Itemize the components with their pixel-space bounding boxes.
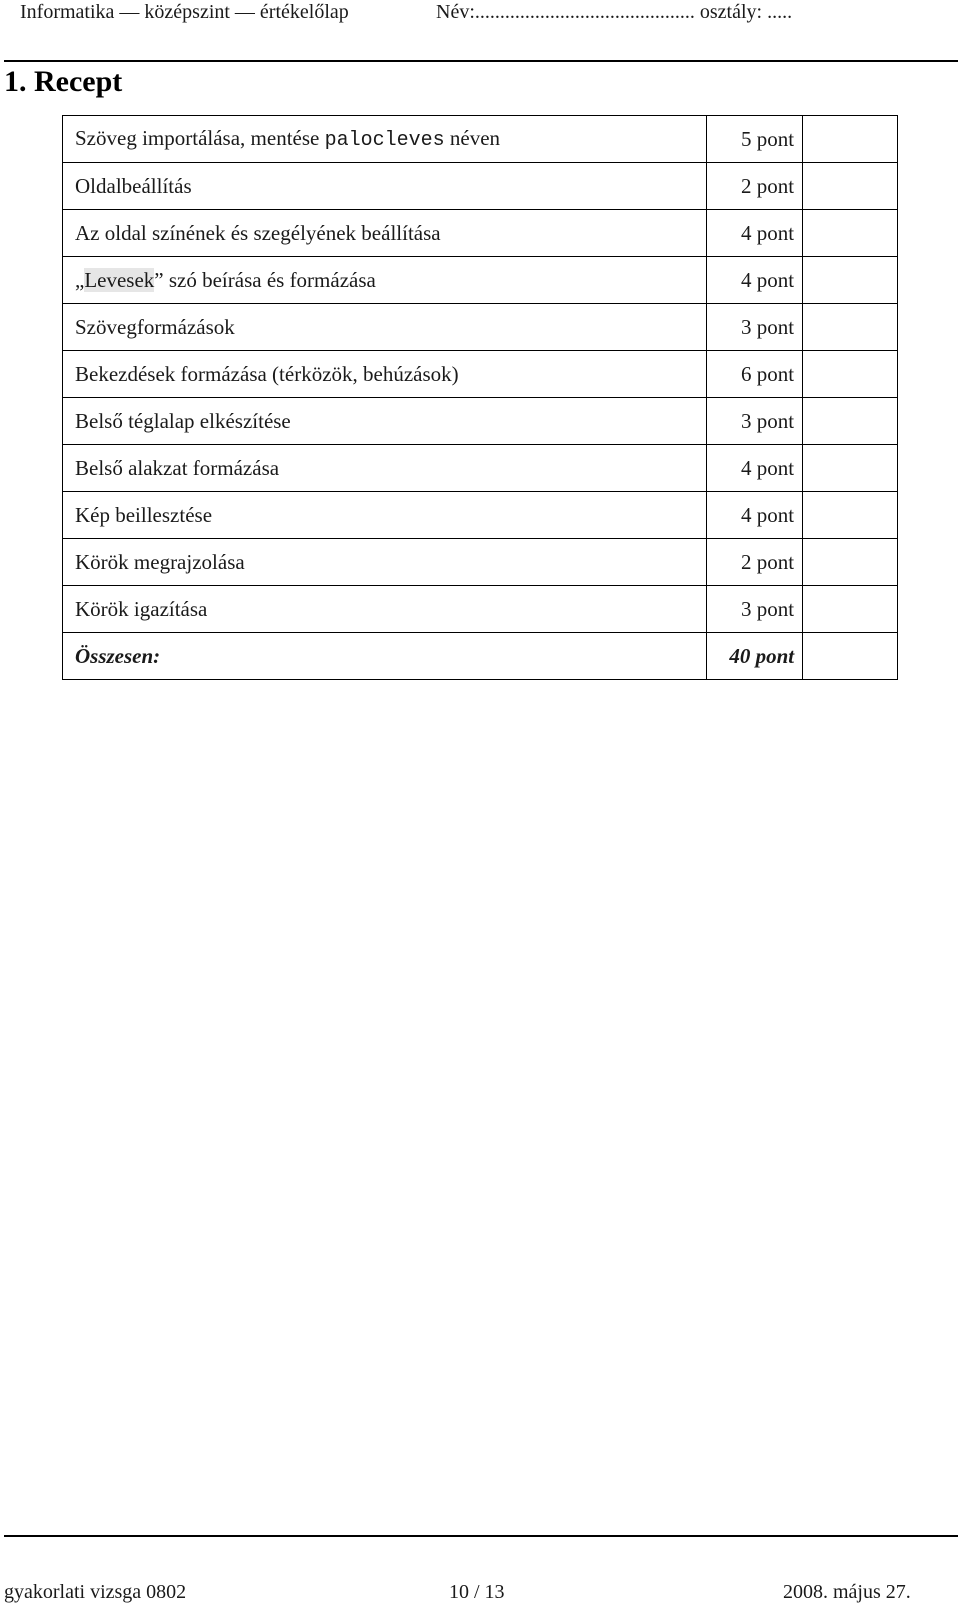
row-points: 2 pont (707, 539, 803, 586)
highlighted-word: Levesek (84, 267, 155, 292)
table-row (63, 539, 898, 586)
header-divider (4, 60, 958, 62)
row-description: Szövegformázások (63, 304, 707, 351)
row-description: Belső alakzat formázása (63, 445, 707, 492)
score-cell (803, 492, 898, 539)
footer-page-number: 10 / 13 (449, 1581, 505, 1603)
scoring-table (62, 115, 898, 680)
footer-divider (4, 1535, 958, 1537)
header-name-class-field: Név:............................................ osztály: ..... (436, 1, 793, 23)
score-cell (803, 586, 898, 633)
row-points: 3 pont (707, 304, 803, 351)
row-description: Kép beillesztése (63, 492, 707, 539)
row-description: „Levesek” szó beírása és formázása (63, 257, 707, 304)
table-row (63, 445, 898, 492)
page-header (0, 0, 960, 30)
row-points: 4 pont (707, 492, 803, 539)
score-cell (803, 116, 898, 163)
table-row (63, 257, 898, 304)
row-points: 5 pont (707, 116, 803, 163)
table-row (63, 351, 898, 398)
total-points: 40 pont (707, 633, 803, 680)
row-description: Az oldal színének és szegélyének beállítása (63, 210, 707, 257)
score-cell (803, 445, 898, 492)
score-cell (803, 351, 898, 398)
footer-date: 2008. május 27. (783, 1581, 911, 1603)
row-description: Bekezdések formázása (térközök, behúzások) (63, 351, 707, 398)
score-cell (803, 539, 898, 586)
table-row (63, 116, 898, 163)
table-row (63, 163, 898, 210)
row-points: 6 pont (707, 351, 803, 398)
row-points: 4 pont (707, 257, 803, 304)
total-label: Összesen: (63, 633, 707, 680)
table-row (63, 492, 898, 539)
row-description: Belső téglalap elkészítése (63, 398, 707, 445)
section-title: 1. Recept (4, 65, 123, 98)
row-points: 3 pont (707, 398, 803, 445)
row-description: Körök igazítása (63, 586, 707, 633)
table-row (63, 586, 898, 633)
total-score-cell (803, 633, 898, 680)
score-cell (803, 398, 898, 445)
score-cell (803, 257, 898, 304)
table-row (63, 304, 898, 351)
table-row (63, 210, 898, 257)
row-description: Szöveg importálása, mentése palocleves néven (63, 116, 707, 163)
filename-code: palocleves (324, 129, 445, 152)
row-points: 3 pont (707, 586, 803, 633)
table-row (63, 398, 898, 445)
score-cell (803, 163, 898, 210)
footer-exam-code: gyakorlati vizsga 0802 (4, 1581, 187, 1603)
total-row (63, 633, 898, 680)
header-subject: Informatika — középszint — értékelőlap (20, 1, 349, 23)
row-description: Körök megrajzolása (63, 539, 707, 586)
score-cell (803, 304, 898, 351)
row-points: 4 pont (707, 445, 803, 492)
row-description: Oldalbeállítás (63, 163, 707, 210)
row-points: 4 pont (707, 210, 803, 257)
score-cell (803, 210, 898, 257)
row-points: 2 pont (707, 163, 803, 210)
